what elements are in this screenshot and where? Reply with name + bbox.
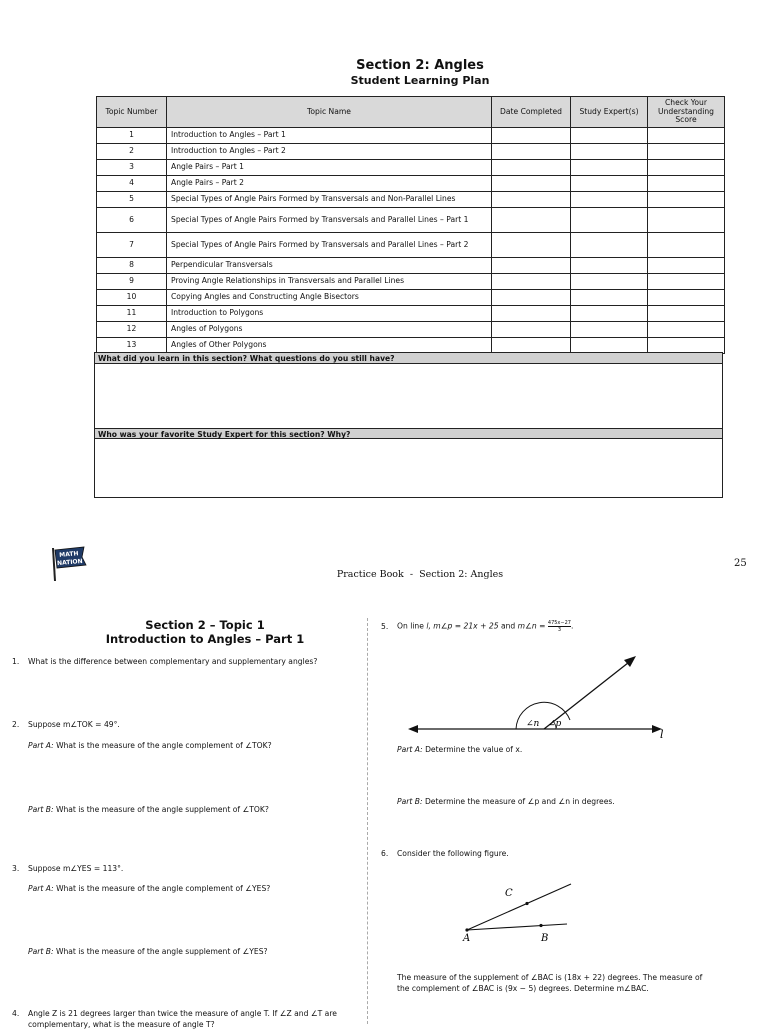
score-cell[interactable]: [648, 274, 725, 290]
page-footer: Practice Book - Section 2: Angles: [336, 569, 504, 580]
part-label: Part B:: [28, 947, 54, 956]
table-row: [97, 258, 725, 274]
score-cell[interactable]: [648, 290, 725, 306]
date-completed-cell[interactable]: [492, 176, 571, 192]
arrow-left-head: [408, 725, 418, 733]
topic-name: Perpendicular Transversals: [167, 258, 492, 274]
reflection-answer-expert[interactable]: [95, 439, 722, 492]
topic-number: 11: [97, 306, 167, 322]
score-cell[interactable]: [648, 306, 725, 322]
topic-number: 2: [97, 144, 167, 160]
reflection-box: [94, 352, 723, 498]
question-5b: [397, 796, 757, 807]
study-expert-cell[interactable]: [571, 192, 648, 208]
angle-n-label: ∠n: [526, 719, 540, 729]
date-completed-cell[interactable]: [492, 128, 571, 144]
date-completed-cell[interactable]: [492, 144, 571, 160]
topic-name: Angles of Polygons: [167, 322, 492, 338]
study-expert-cell[interactable]: [571, 208, 648, 233]
question-2: [12, 719, 342, 730]
ray-ab: [467, 924, 567, 930]
score-cell[interactable]: [648, 192, 725, 208]
score-cell[interactable]: [648, 322, 725, 338]
topic-number: 10: [97, 290, 167, 306]
topic-number: 13: [97, 338, 167, 354]
table-header-row: [97, 97, 725, 128]
score-cell[interactable]: [648, 128, 725, 144]
expression-p: m∠p = 21x + 25: [433, 621, 499, 631]
learning-plan-table: [96, 96, 725, 354]
point-b-label: B: [541, 933, 549, 944]
table-row: [97, 290, 725, 306]
date-completed-cell[interactable]: [492, 290, 571, 306]
study-expert-cell[interactable]: [571, 233, 648, 258]
question-text: What is the measure of the angle complement of ∠YES?: [56, 884, 271, 893]
score-cell[interactable]: [648, 176, 725, 192]
point-a: [465, 928, 468, 931]
table-row: [97, 306, 725, 322]
question-5: 5. On line l, m∠p = 21x + 25 and m∠n = $\frac{475x-27}{3}$ .: [381, 620, 574, 633]
topic-number: 6: [97, 208, 167, 233]
table-row: [97, 176, 725, 192]
question-text: What is the measure of the angle supplement of ∠TOK?: [55, 805, 269, 814]
question-5a: [397, 744, 757, 755]
expression-n: m∠n =: [517, 621, 546, 631]
topic-name: Proving Angle Relationships in Transversals and Parallel Lines: [167, 274, 492, 290]
reflection-question-expert: Who was your favorite Study Expert for this section? Why?: [95, 428, 722, 439]
study-expert-cell[interactable]: [571, 144, 648, 160]
page-title: Section 2: Angles: [356, 58, 484, 73]
table-header: Topic Name: [167, 97, 492, 128]
question-number: 3.: [12, 864, 20, 873]
question-6: [381, 848, 751, 859]
topic-section-title: Section 2 – Topic 1: [145, 618, 265, 632]
date-completed-cell[interactable]: [492, 160, 571, 176]
page-subtitle: Student Learning Plan: [350, 74, 490, 87]
point-b: [539, 924, 542, 927]
reflection-question-learned: What did you learn in this section? What questions do you still have?: [95, 353, 722, 364]
question-3: [12, 863, 342, 874]
topic-name: Introduction to Polygons: [167, 306, 492, 322]
question-text: Consider the following figure.: [397, 849, 509, 858]
topic-name: Angles of Other Polygons: [167, 338, 492, 354]
part-label: Part B:: [28, 805, 54, 814]
fraction: [548, 620, 571, 633]
question-number: 6.: [381, 849, 389, 858]
topic-number: 9: [97, 274, 167, 290]
line-label: l,: [426, 621, 431, 631]
date-completed-cell[interactable]: [492, 258, 571, 274]
topic-name: Introduction to Angles – Part 1: [167, 128, 492, 144]
question-number: 1.: [12, 657, 20, 666]
fraction-numerator: 475x−27: [547, 620, 571, 626]
study-expert-cell[interactable]: [571, 274, 648, 290]
topic-number: 4: [97, 176, 167, 192]
topic-name: Special Types of Angle Pairs Formed by Transversals and Parallel Lines – Part 2: [167, 233, 492, 258]
topic-heading: [60, 618, 350, 646]
date-completed-cell[interactable]: [492, 192, 571, 208]
column-divider: [367, 618, 368, 1024]
part-label: Part A:: [28, 884, 54, 893]
question-2a: [28, 740, 358, 751]
study-expert-cell[interactable]: [571, 128, 648, 144]
table-header: Date Completed: [492, 97, 571, 128]
question-6-text: The measure of the supplement of ∠BAC is (18x + 22) degrees. The measure of the complement of ∠BAC is (9x − 5) degrees. Determine m∠BAC.: [397, 973, 703, 993]
part-label: Part A:: [28, 741, 54, 750]
point-c: [525, 902, 528, 905]
study-expert-cell[interactable]: [571, 258, 648, 274]
angle-figure-bac: [455, 878, 585, 948]
question-text: On line: [397, 621, 424, 631]
table-row: [97, 233, 725, 258]
study-expert-cell[interactable]: [571, 322, 648, 338]
svg-text:NATION: NATION: [56, 557, 83, 568]
line-l-label: l: [660, 728, 664, 741]
topic-number: 5: [97, 192, 167, 208]
question-text: Suppose m∠TOK = 49°.: [28, 720, 120, 729]
topic-name: Copying Angles and Constructing Angle Bisectors: [167, 290, 492, 306]
topic-number: 1: [97, 128, 167, 144]
date-completed-cell[interactable]: [492, 306, 571, 322]
score-cell[interactable]: [648, 208, 725, 233]
table-header: Check Your Understanding Score: [648, 97, 725, 128]
math-nation-logo: [48, 545, 88, 587]
table-header: Study Expert(s): [571, 97, 648, 128]
date-completed-cell[interactable]: [492, 274, 571, 290]
angle-p-label: ∠p: [548, 719, 562, 729]
table-row: [97, 208, 725, 233]
question-text: Suppose m∠YES = 113°.: [28, 864, 124, 873]
study-expert-cell[interactable]: [571, 160, 648, 176]
question-number: 2.: [12, 720, 20, 729]
score-cell[interactable]: [648, 233, 725, 258]
angle-figure-line: [380, 650, 690, 750]
question-text: What is the measure of the angle complement of ∠TOK?: [56, 741, 272, 750]
page-number: 25: [734, 558, 747, 569]
topic-name: Special Types of Angle Pairs Formed by Transversals and Non-Parallel Lines: [167, 192, 492, 208]
score-cell[interactable]: [648, 144, 725, 160]
table-row: [97, 144, 725, 160]
question-4: [12, 1008, 352, 1030]
topic-number: 3: [97, 160, 167, 176]
topic-name: Angle Pairs – Part 1: [167, 160, 492, 176]
question-text: and: [500, 621, 516, 631]
part-label: Part B:: [397, 797, 423, 806]
topic-name: Special Types of Angle Pairs Formed by Transversals and Parallel Lines – Part 1: [167, 208, 492, 233]
reflection-answer-learned[interactable]: [95, 364, 722, 428]
table-row: [97, 274, 725, 290]
score-cell[interactable]: [648, 160, 725, 176]
question-text: Determine the measure of ∠p and ∠n in degrees.: [424, 797, 615, 806]
table-row: [97, 322, 725, 338]
point-a-label: A: [463, 933, 471, 944]
question-number: 5.: [381, 621, 389, 631]
point-c-label: C: [505, 888, 513, 899]
question-number: 4.: [12, 1009, 20, 1018]
study-expert-cell[interactable]: [571, 176, 648, 192]
topic-number: 7: [97, 233, 167, 258]
table-row: [97, 160, 725, 176]
table-header: Topic Number: [97, 97, 167, 128]
topic-name: Angle Pairs – Part 2: [167, 176, 492, 192]
question-text: Determine the value of x.: [425, 745, 523, 754]
study-expert-cell[interactable]: [571, 306, 648, 322]
question-3b: [28, 946, 358, 957]
fraction-denominator: 3: [557, 627, 562, 633]
date-completed-cell[interactable]: [492, 322, 571, 338]
topic-subtitle: Introduction to Angles – Part 1: [105, 632, 305, 646]
question-text: What is the measure of the angle supplement of ∠YES?: [55, 947, 268, 956]
topic-name: Introduction to Angles – Part 2: [167, 144, 492, 160]
topic-number: 8: [97, 258, 167, 274]
question-1: [12, 656, 342, 667]
date-completed-cell[interactable]: [492, 208, 571, 233]
table-row: [97, 192, 725, 208]
ray-ac: [467, 884, 571, 930]
table-row: [97, 128, 725, 144]
svg-text:MATH: MATH: [58, 550, 79, 559]
study-expert-cell[interactable]: [571, 290, 648, 306]
question-text: What is the difference between complementary and supplementary angles?: [28, 657, 318, 666]
question-2b: [28, 804, 358, 815]
question-3a: [28, 883, 358, 894]
question-text: Angle Z is 21 degrees larger than twice the measure of angle T. If ∠Z and ∠T are complementary, what is the measure of angle T?: [28, 1009, 337, 1029]
date-completed-cell[interactable]: [492, 233, 571, 258]
part-label: Part A:: [397, 745, 423, 754]
topic-number: 12: [97, 322, 167, 338]
score-cell[interactable]: [648, 258, 725, 274]
